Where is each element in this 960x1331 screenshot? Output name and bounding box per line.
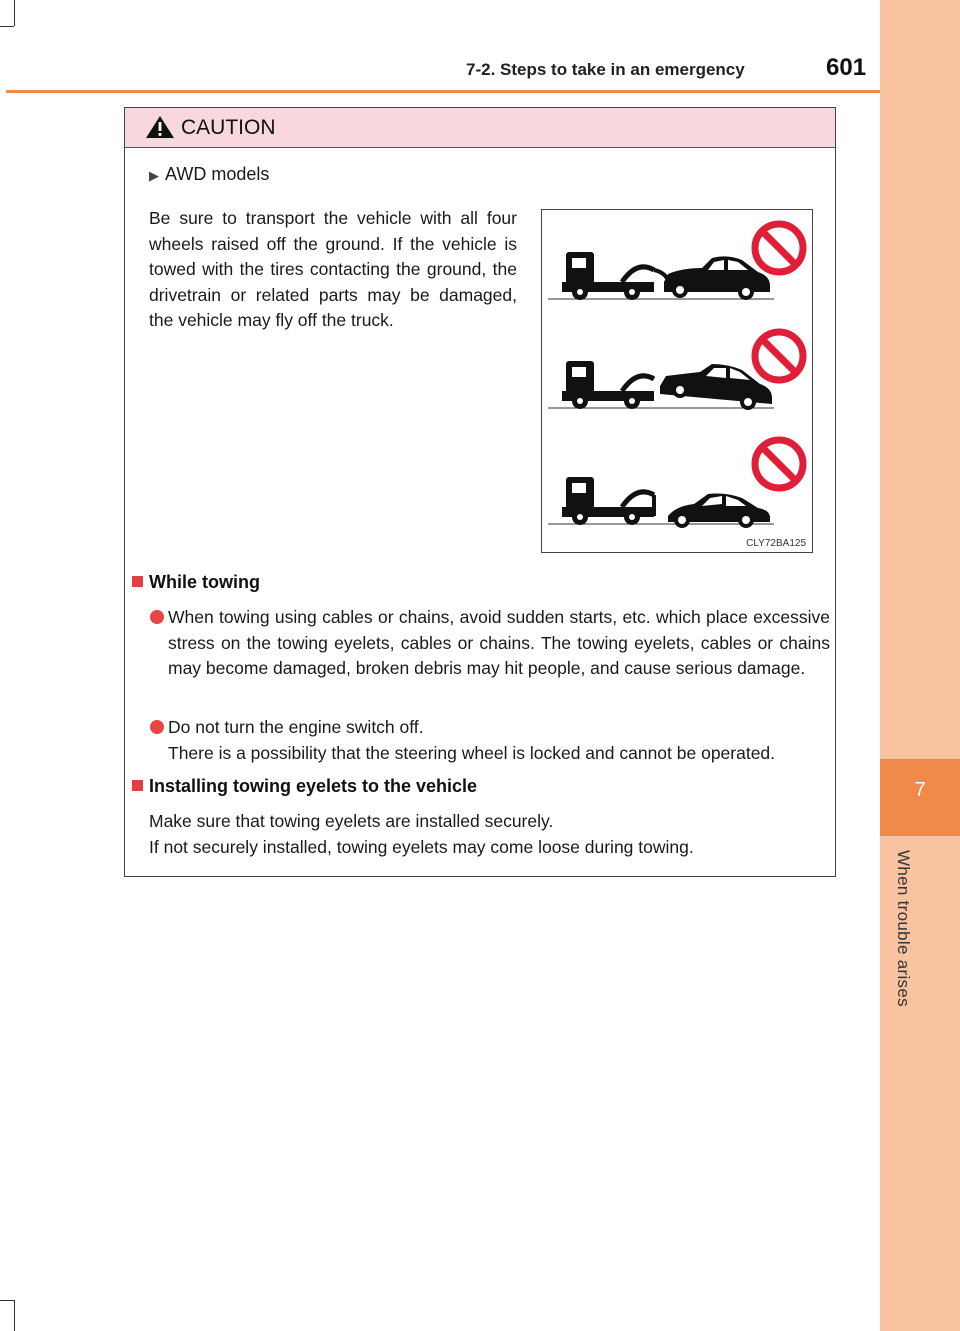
tow-scene-2 <box>548 361 774 410</box>
installing-heading <box>132 776 477 797</box>
crop-mark <box>0 1300 14 1301</box>
towing-illustration-svg <box>542 210 814 554</box>
while-towing-label: While towing <box>149 572 260 592</box>
crop-mark <box>14 0 15 26</box>
installing-line-1: Make sure that towing eyelets are installed securely. <box>149 811 554 831</box>
square-bullet-icon <box>132 780 143 791</box>
side-tab <box>880 0 960 1331</box>
round-bullet-icon <box>150 720 164 734</box>
prohibition-icon <box>755 440 803 488</box>
prohibition-icon <box>755 332 803 380</box>
round-bullet-icon <box>150 610 164 624</box>
page-number: 601 <box>826 54 867 81</box>
awd-heading-label: AWD models <box>165 164 270 184</box>
header-rule <box>6 90 880 93</box>
chapter-number: 7 <box>914 779 926 801</box>
list-item-text: Do not turn the engine switch off. <box>168 717 424 737</box>
awd-paragraph: Be sure to transport the vehicle with all four wheels raised off the ground. If the vehicle is towed with the tires contacting the ground, the drivetrain or related parts may be damaged, the vehicle may fly off the truck. <box>149 208 517 331</box>
warning-triangle-icon <box>145 115 175 144</box>
section-title: 7-2. Steps to take in an emergency <box>466 60 745 79</box>
installing-line-2: If not securely installed, towing eyelets may come loose during towing. <box>149 837 694 857</box>
triangle-bullet-icon: ▶ <box>149 168 159 183</box>
list-item <box>150 715 830 766</box>
list-item-detail: There is a possibility that the steering wheel is locked and cannot be operated. <box>168 742 776 763</box>
figure-code: CLY72BA125 <box>746 538 806 549</box>
list-item-text: When towing using cables or chains, avoid sudden starts, etc. which place excessive stress on the towing eyelets, cables or chains. The towing eyelets, cables or chains may become damaged, broken debris may hit people, and cause serious damage. <box>168 607 830 679</box>
caution-header <box>125 108 835 148</box>
list-item <box>150 605 830 682</box>
crop-mark <box>14 1300 15 1331</box>
tow-scene-3 <box>548 477 774 528</box>
while-towing-heading <box>132 572 260 593</box>
caution-title: CAUTION <box>181 116 276 139</box>
installing-label: Installing towing eyelets to the vehicle <box>149 776 478 796</box>
caution-box <box>124 107 836 877</box>
chapter-tab <box>880 759 960 836</box>
towing-illustration <box>541 209 813 553</box>
tow-scene-1 <box>548 252 774 300</box>
prohibition-icon <box>755 224 803 272</box>
crop-mark <box>0 26 14 27</box>
square-bullet-icon <box>132 576 143 587</box>
chapter-label: When trouble arises <box>894 850 913 1007</box>
awd-heading <box>149 164 269 185</box>
